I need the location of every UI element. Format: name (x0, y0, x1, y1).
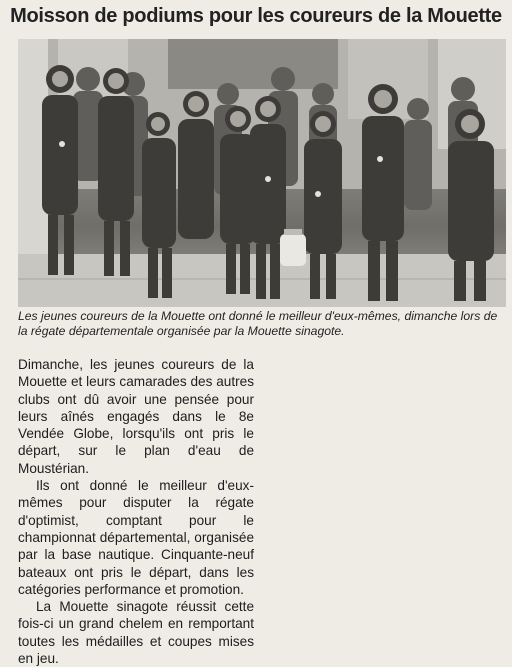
group-photo (18, 39, 506, 307)
paragraph-1: Dimanche, les jeunes coureurs de la Mouette et leurs camarades des autres clubs ont dû avoir une pensée pour leurs aînés engagés dans le 8e Vendée Globe, lorsqu'ils ont pris le départ, sur le plan d'eau de Moustérian. (18, 357, 254, 476)
article-column-left (18, 356, 254, 667)
photo-illustration (18, 39, 506, 307)
photo-caption: Les jeunes coureurs de la Mouette ont donné le meilleur d'eux-mêmes, dimanche lors de la régate départementale organisée par la Mouette sinagote. (18, 309, 498, 338)
paragraph-2: Ils ont donné le meilleur d'eux-mêmes pour disputer la régate d'optimist, comptant pour le championnat départemental, organisée par la base nautique. Cinquante-neuf bateaux ont pris le départ, dans les catégories performance et promotion. (18, 478, 254, 597)
article-headline: Moisson de podiums pour les coureurs de la Mouette (10, 5, 502, 27)
paragraph-3: La Mouette sinagote réussit cette fois-ci un grand chelem en remportant toutes les médailles et coupes mises en jeu. (18, 599, 254, 667)
